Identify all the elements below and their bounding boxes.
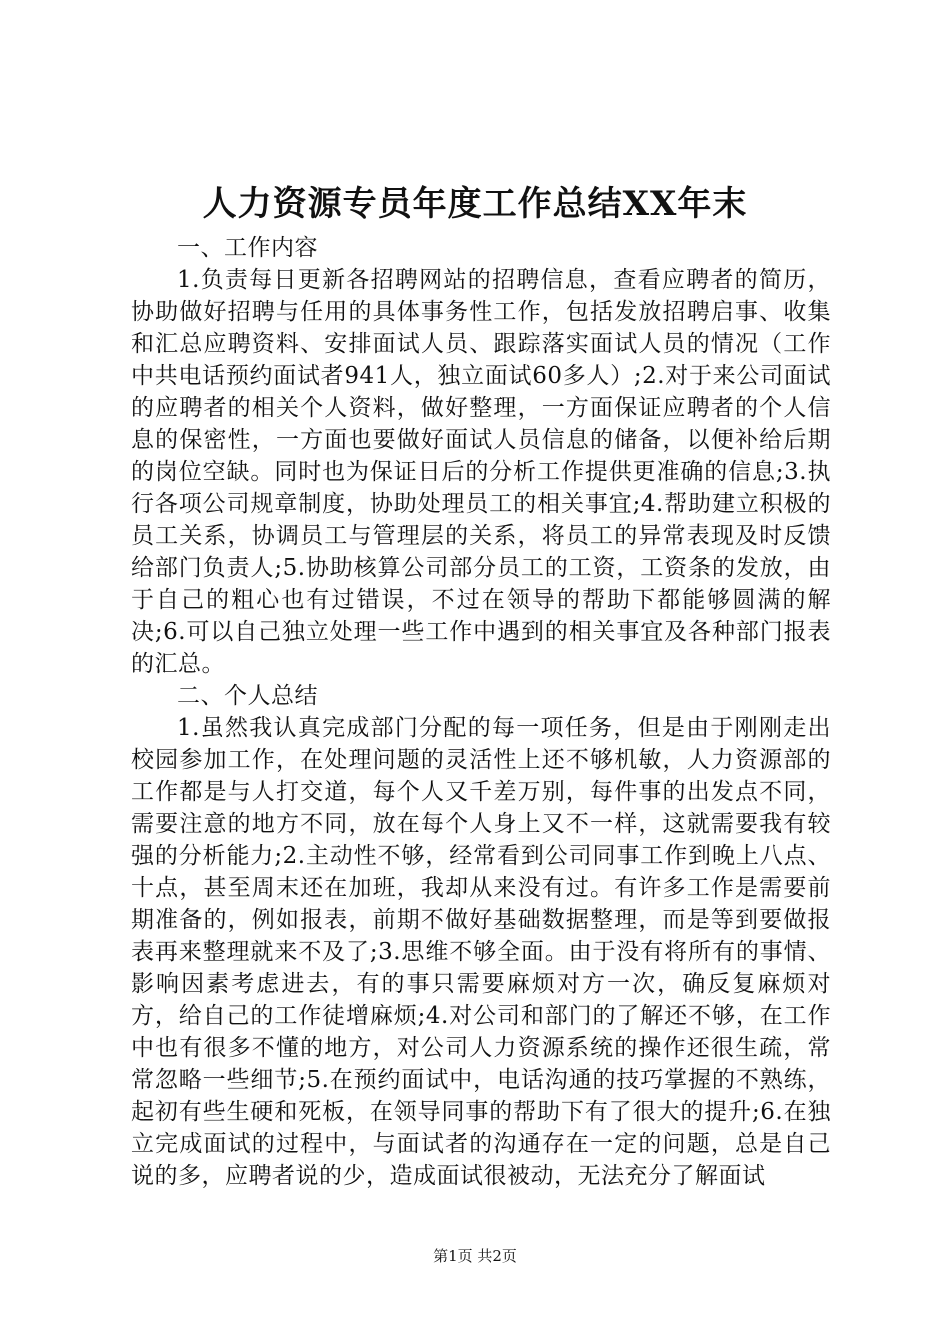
document-title: 人力资源专员年度工作总结XX年末 <box>202 184 748 224</box>
section-heading-work-content: 一、工作内容 <box>177 235 318 261</box>
page-footer: 第1页 共2页 <box>433 1247 517 1265</box>
section-heading-personal-summary: 二、个人总结 <box>177 683 318 709</box>
paragraph-work-content: 1.负责每日更新各招聘网站的招聘信息，查看应聘者的简历，协助做好招聘与任用的具体事务性工作，包括发放招聘启事、收集和汇总应聘资料、安排面试人员、跟踪落实面试人员的情况（工作中共电话预约面试者941人，独立面试60多人）;2.对于来公司面试的应聘者的相关个人资料，做好整理，一方面保证应聘者的个人信息的保密性，一方面也要做好面试人员信息的储备，以便补给后期的岗位空缺。同时也为保证日后的分析工作提供更准确的信息;3.执行各项公司规章制度，协助处理员工的相关事宜;4.帮助建立积极的员工关系，协调员工与管理层的关系，将员工的异常表现及时反馈给部门负责人;5.协助核算公司部分员工的工资，工资条的发放，由于自己的粗心也有过错误，不过在领导的帮助下都能够圆满的解决;6.可以自己独立处理一些工作中遇到的相关事宜及各种部门报表的汇总。 <box>131 267 831 677</box>
document-body <box>131 232 831 1192</box>
paragraph-personal-summary: 1.虽然我认真完成部门分配的每一项任务，但是由于刚刚走出校园参加工作，在处理问题的灵活性上还不够机敏，人力资源部的工作都是与人打交道，每个人又千差万别，每件事的出发点不同，需要注意的地方不同，放在每个人身上又不一样，这就需要我有较强的分析能力;2.主动性不够，经常看到公司同事工作到晚上八点、十点，甚至周末还在加班，我却从来没有过。有许多工作是需要前期准备的，例如报表，前期不做好基础数据整理，而是等到要做报表再来整理就来不及了;3.思维不够全面。由于没有将所有的事情、影响因素考虑进去，有的事只需要麻烦对方一次，确反复麻烦对方，给自己的工作徒增麻烦;4.对公司和部门的了解还不够，在工作中也有很多不懂的地方，对公司人力资源系统的操作还很生疏，常常忽略一些细节;5.在预约面试中，电话沟通的技巧掌握的不熟练，起初有些生硬和死板，在领导同事的帮助下有了很大的提升;6.在独立完成面试的过程中，与面试者的沟通存在一定的问题，总是自己说的多，应聘者说的少，造成面试很被动，无法充分了解面试 <box>131 715 831 1189</box>
